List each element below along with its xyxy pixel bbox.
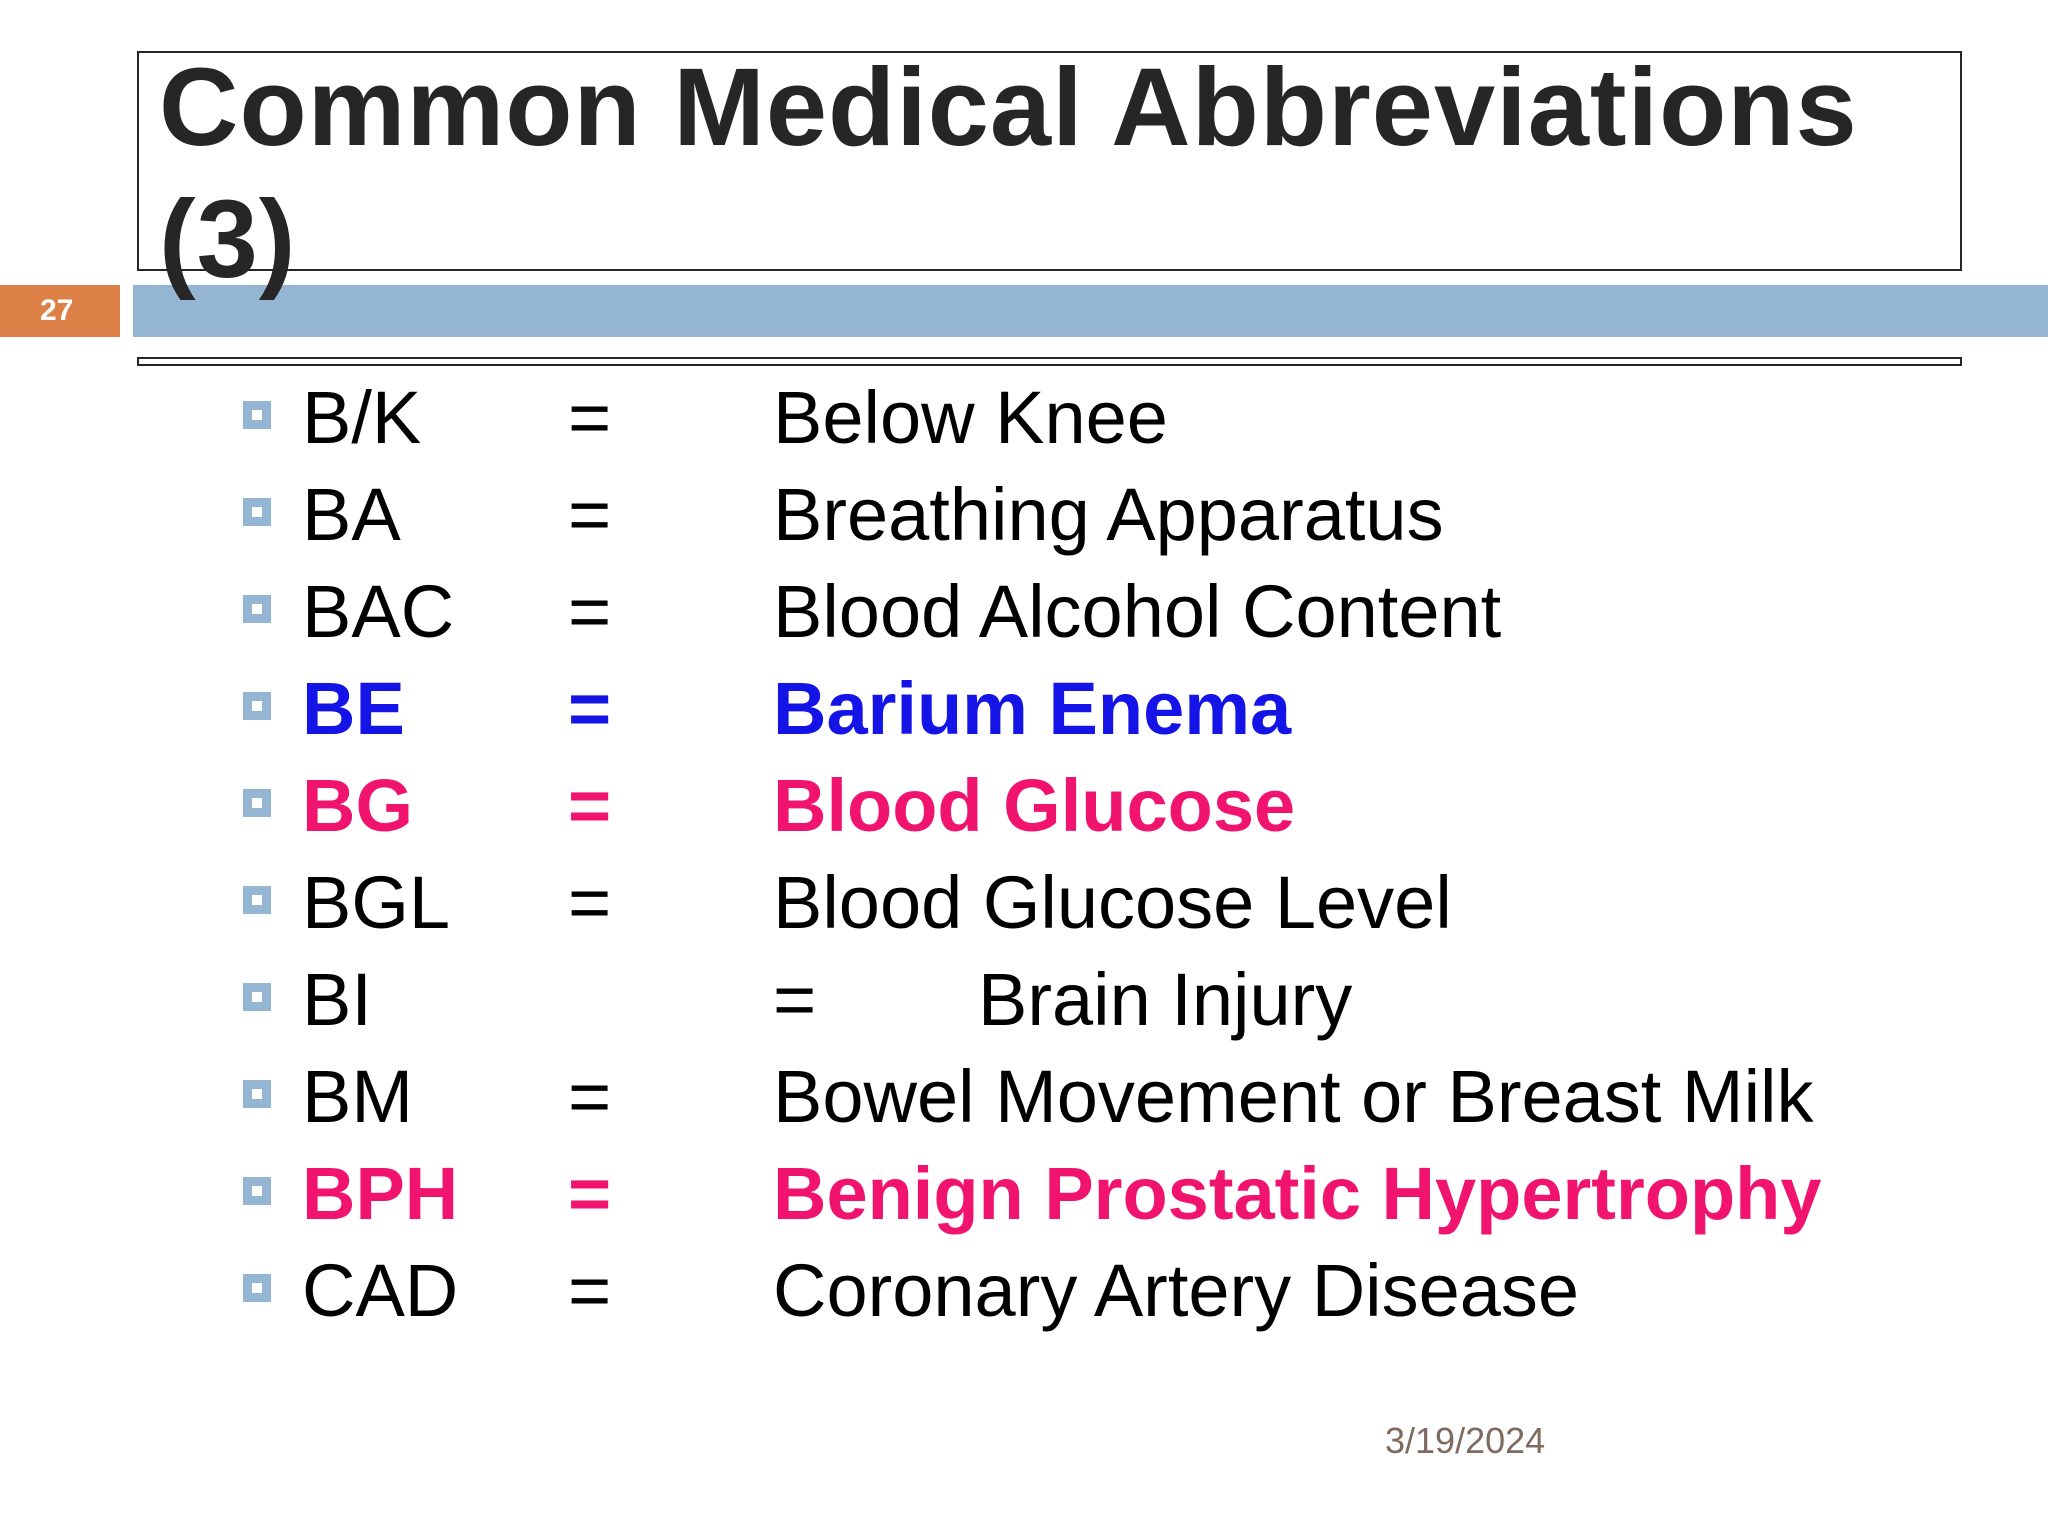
square-bullet-icon [243,1274,271,1302]
square-bullet-icon [243,983,271,1011]
list-item [243,466,1943,563]
list-item [243,951,1943,1048]
abbreviation-meaning: Benign Prostatic Hypertrophy [773,1152,1822,1235]
abbreviation: BE [302,667,405,750]
list-item [243,854,1943,951]
square-bullet-icon [243,1080,271,1108]
abbreviation: CAD [302,1249,459,1332]
abbreviation: BGL [302,861,451,944]
abbreviation-meaning: Barium Enema [773,667,1292,750]
slide-number: 27 [0,285,120,337]
abbreviation: B/K [302,376,422,459]
abbreviation-meaning: Below Knee [773,376,1168,459]
slide-date: 3/19/2024 [1385,1420,1546,1461]
list-item [243,1048,1943,1145]
equals-sign: = [568,764,612,847]
square-bullet-icon [243,498,271,526]
content-frame [137,357,1962,366]
abbreviation-meaning: Brain Injury [978,958,1353,1041]
list-item [243,757,1943,854]
equals-sign: = [568,1249,612,1332]
abbreviation: BPH [302,1152,459,1235]
list-item [243,660,1943,757]
list-item [243,1242,1943,1339]
equals-sign: = [568,1152,612,1235]
equals-sign: = [568,376,612,459]
list-item [243,369,1943,466]
equals-sign: = [568,570,612,653]
abbreviation-meaning: Coronary Artery Disease [773,1249,1580,1332]
square-bullet-icon [243,1177,271,1205]
abbreviation-list [243,369,1943,1339]
slide-title: Common Medical Abbreviations (3) [159,46,1858,301]
list-item [243,563,1943,660]
abbreviation: BA [302,473,401,556]
equals-sign: = [568,861,612,944]
square-bullet-icon [243,595,271,623]
square-bullet-icon [243,692,271,720]
abbreviation-meaning: Breathing Apparatus [773,473,1444,556]
square-bullet-icon [243,886,271,914]
abbreviation-meaning: Blood Alcohol Content [773,570,1502,653]
abbreviation-meaning: Blood Glucose Level [773,861,1452,944]
equals-sign: = [568,1055,612,1138]
square-bullet-icon [243,789,271,817]
equals-sign: = [773,958,817,1041]
abbreviation: BG [302,764,413,847]
list-item [243,1145,1943,1242]
abbreviation: BI [302,958,372,1041]
equals-sign: = [568,473,612,556]
square-bullet-icon [243,401,271,429]
abbreviation: BAC [302,570,455,653]
abbreviation-meaning: Blood Glucose [773,764,1296,847]
abbreviation-meaning: Bowel Movement or Breast Milk [773,1055,1814,1138]
abbreviation: BM [302,1055,413,1138]
equals-sign: = [568,667,612,750]
